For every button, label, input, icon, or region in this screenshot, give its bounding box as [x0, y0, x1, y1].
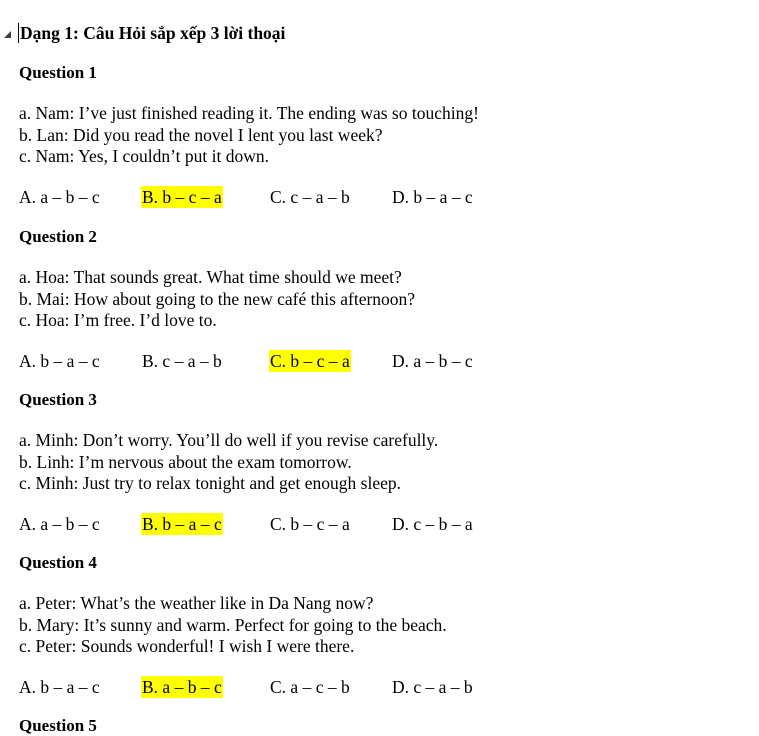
question-block	[19, 553, 719, 698]
dialogue-lines	[19, 267, 719, 332]
option-a: A. b – a – c	[19, 350, 100, 371]
dialogue-lines	[19, 103, 719, 168]
answer-options	[19, 676, 719, 698]
dialogue-line: a. Minh: Don’t worry. You’ll do well if you revise carefully.	[19, 430, 439, 450]
dialogue-line: b. Mai: How about going to the new café this afternoon?	[19, 288, 416, 309]
dialogue-line: c. Peter: Sounds wonderful! I wish I were there.	[19, 636, 355, 656]
heading-row	[4, 22, 285, 44]
option-d: D. c – a – b	[392, 676, 473, 697]
question-block	[19, 716, 719, 736]
question-block	[19, 63, 719, 208]
section-heading: Dạng 1: Câu Hỏi sắp xếp 3 lời thoại	[20, 22, 286, 43]
question-block	[19, 227, 719, 372]
dialogue-lines	[19, 430, 719, 495]
option-b: B. c – a – b	[142, 350, 222, 371]
option-a: A. b – a – c	[19, 676, 100, 697]
option-a: A. a – b – c	[19, 186, 100, 207]
option-a: A. a – b – c	[19, 513, 100, 534]
dialogue-line: c. Minh: Just try to relax tonight and get enough sleep.	[19, 473, 402, 493]
question-title: Question 3	[19, 390, 97, 409]
option-d: D. a – b – c	[392, 350, 473, 371]
dialogue-line: a. Peter: What’s the weather like in Da Nang now?	[19, 593, 374, 613]
option-b-highlighted: B. b – c – a	[142, 186, 222, 207]
answer-options	[19, 350, 719, 372]
option-d: D. b – a – c	[392, 186, 473, 207]
option-b-highlighted: B. a – b – c	[142, 676, 222, 697]
dialogue-line: c. Nam: Yes, I couldn’t put it down.	[19, 146, 270, 166]
dialogue-line: c. Hoa: I’m free. I’d love to.	[19, 310, 217, 330]
option-d: D. c – b – a	[392, 513, 473, 534]
question-title: Question 2	[19, 227, 97, 246]
collapse-triangle-icon[interactable]	[4, 31, 11, 38]
option-c: C. a – c – b	[270, 676, 350, 697]
question-block	[19, 390, 719, 535]
question-title: Question 1	[19, 63, 97, 82]
dialogue-line: a. Nam: I’ve just finished reading it. The ending was so touching!	[19, 103, 479, 123]
option-c-highlighted: C. b – c – a	[270, 350, 350, 371]
answer-options	[19, 186, 719, 208]
dialogue-line: b. Linh: I’m nervous about the exam tomorrow.	[19, 451, 352, 472]
dialogue-line: a. Hoa: That sounds great. What time should we meet?	[19, 267, 402, 287]
option-b-highlighted: B. b – a – c	[142, 513, 222, 534]
dialogue-line: b. Mary: It’s sunny and warm. Perfect for going to the beach.	[19, 614, 447, 635]
question-title: Question 5	[19, 716, 97, 735]
answer-options	[19, 513, 719, 535]
text-cursor	[18, 23, 19, 43]
option-c: C. c – a – b	[270, 186, 350, 207]
question-title: Question 4	[19, 553, 97, 572]
option-c: C. b – c – a	[270, 513, 350, 534]
dialogue-line: b. Lan: Did you read the novel I lent you last week?	[19, 124, 383, 145]
dialogue-lines	[19, 593, 719, 658]
